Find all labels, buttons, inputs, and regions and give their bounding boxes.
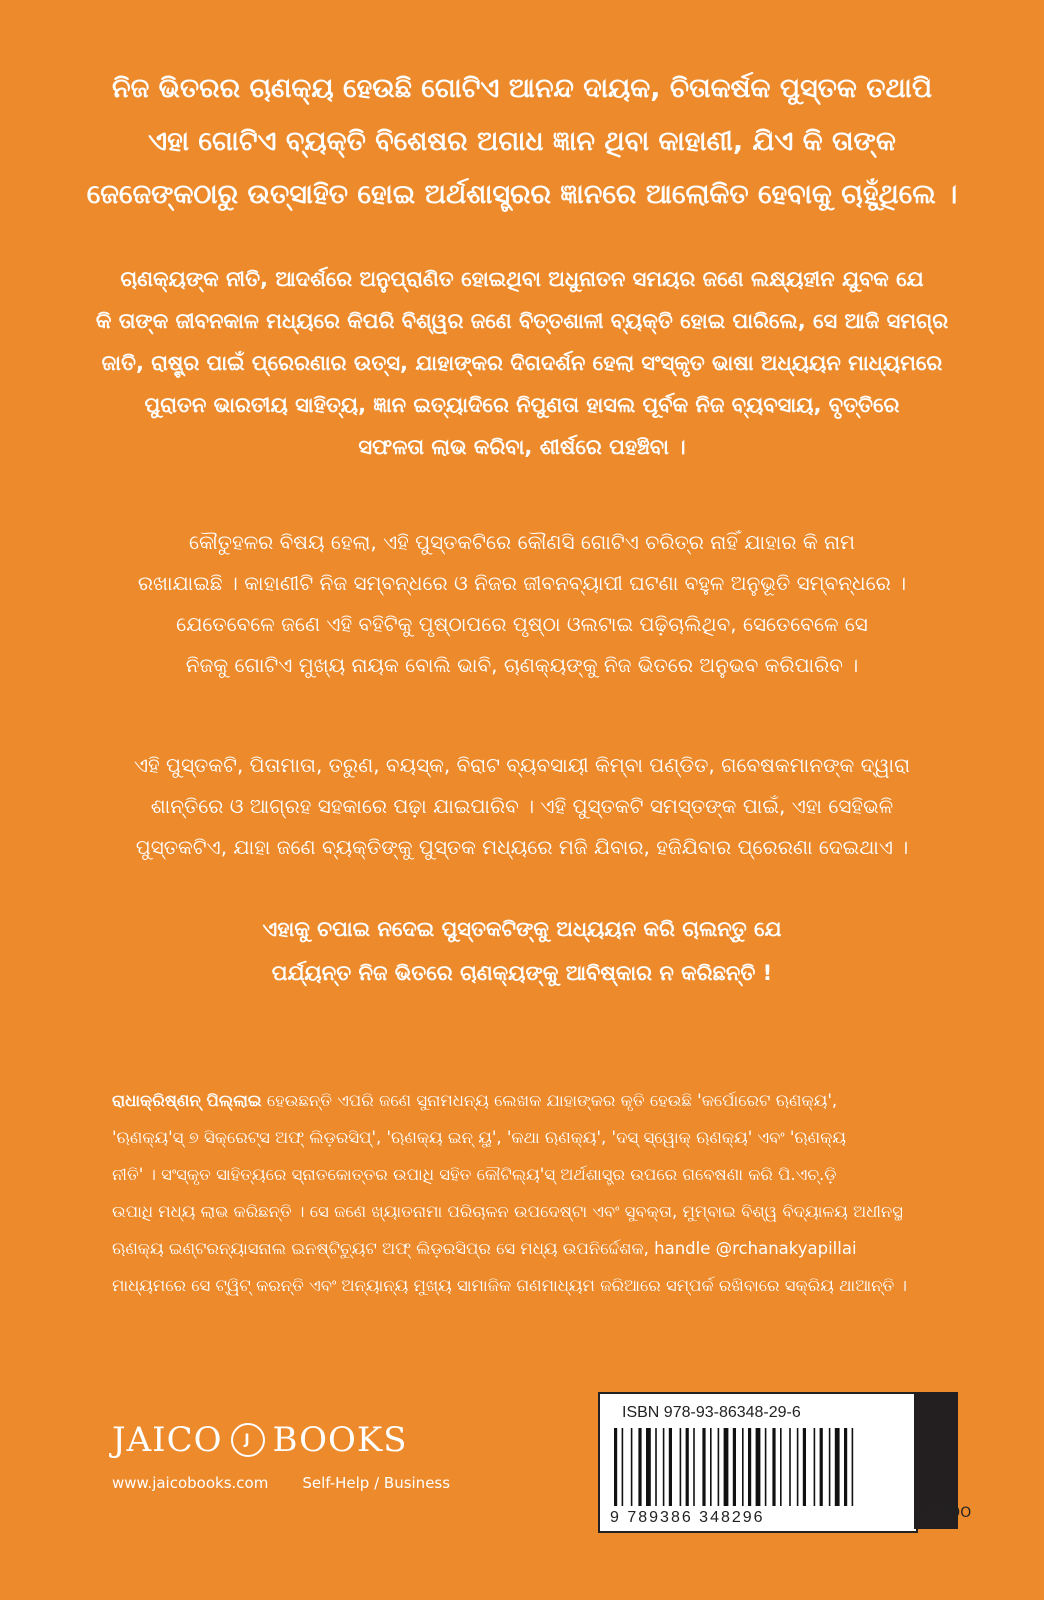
bio-line: ମାଧ୍ୟମରେ ସେ ଟ୍ୱିଟ୍ କରନ୍ତି ଏବଂ ଅନ୍ୟାନ୍ୟ ମୁଖ୍ୟ ସାମାଜିକ ଗଣମାଧ୍ୟମ ଜରିଆରେ ସମ୍ପର୍କ ରଖିବାରେ ସକ୍ରିୟ ଥାଆନ୍ତି । <box>112 1276 907 1295</box>
publisher-website: www.jaicobooks.com <box>112 1474 269 1492</box>
catalog-code: J-2389O <box>916 1505 972 1521</box>
author-name: ରାଧାକ୍ରିଷ୍ଣନ୍ ପିଲ୍ଲାଇ <box>112 1091 262 1110</box>
intro-line: ନିଜ ଭିତରର ଚାଣକ୍ୟ ହେଉଛି ଗୋଟିଏ ଆନନ୍ଦ ଦାୟକ, ଚିତାକର୍ଷକ ପୁସ୍ତକ ତଥାପି <box>111 73 933 104</box>
barcode-bar <box>756 1428 761 1506</box>
barcode-bar <box>686 1428 689 1506</box>
cta-line: ପର୍ଯ୍ୟନ୍ତ ନିଜ ଭିତରେ ଚାଣକ୍ୟଙ୍କୁ ଆବିଷ୍କାର ନ କରିଛନ୍ତି ! <box>271 961 773 985</box>
bio-line <box>112 1082 932 1119</box>
summary-line: ଚାଣକ୍ୟଙ୍କ ନୀତି, ଆଦର୍ଶରେ ଅନୁପ୍ରାଣିତ ହୋଇଥିବା ଅଧୁନାତନ ସମୟର ଜଣେ ଲକ୍ଷ୍ୟହୀନ ଯୁବକ ଯେ <box>120 267 924 291</box>
curiosity-line: ରଖାଯାଇଛି । କାହାଣୀଟି ନିଜ ସମ୍ବନ୍ଧରେ ଓ ନିଜର ଜୀବନବ୍ୟାପୀ ଘଟଣା ବହୁଳ ଅନୁଭୂତି ସମ୍ବନ୍ଧରେ । <box>137 571 907 595</box>
barcode-bar <box>702 1428 705 1506</box>
barcode-bar <box>693 1428 695 1506</box>
publisher-seal-icon: J <box>231 1423 265 1457</box>
summary-line: ସଫଳତା ଲାଭ କରିବା, ଶୀର୍ଷରେ ପହଞ୍ଚିବା । <box>358 435 686 459</box>
barcode-bar <box>742 1428 744 1506</box>
bio-line-text: ହେଉଛନ୍ତି ଏପରି ଜଣେ ସୁନାମଧନ୍ୟ ଲେଖକ ଯାହାଙ୍କର କୃତି ହେଉଛି 'କର୍ପୋରେଟ ଋଣକ୍ୟ', <box>261 1091 838 1110</box>
barcode-bar <box>780 1428 782 1506</box>
barcode-bar <box>772 1428 775 1506</box>
cta-line: ଏହାକୁ ଚପାଇ ନଦେଇ ପୁସ୍ତକଟିଙ୍କୁ ଅଧ୍ୟୟନ କରି ଚାଲନ୍ତୁ ଯେ <box>262 917 782 941</box>
author-bio <box>112 1082 932 1304</box>
barcode-icon <box>612 1428 902 1508</box>
bio-line: ନୀତି' । ସଂସ୍କୃତ ସାହିତ୍ୟରେ ସ୍ନାତକୋତ୍ତର ଉପାଧି ସହିତ କୌଟିଲ୍ୟ'ସ୍ ଅର୍ଥଶାସ୍ତ୍ର ଉପରେ ଗବେଷଣା କରି ପି.ଏଚ୍.ଡ଼ି <box>112 1165 837 1184</box>
intro-line: ଜେଜେଙ୍କଠାରୁ ଉତ୍ସାହିତ ହୋଇ ଅର୍ଥଶାସ୍ତ୍ରର ଜ୍ଞାନରେ ଆଲୋକିତ ହେବାକୁ ଚାହୁଁଥିଲେ । <box>86 179 958 210</box>
barcode-bar <box>646 1428 651 1506</box>
bio-line: ଉପାଧି ମଧ୍ୟ ଲାଭ କରିଛନ୍ତି । ସେ ଜଣେ ଖ୍ୟାତନାମା ପରିଚାଳନ ଉପଦେଷ୍ଟା ଏବଂ ସୁବକ୍ତା, ମୁମ୍ବାଇ ବିଶ୍ୱ ବିଦ୍ୟାଳୟ ଅଧୀନସ୍ଥ <box>112 1202 903 1221</box>
barcode-bar <box>710 1428 712 1506</box>
barcode-bar <box>614 1428 617 1506</box>
call-to-action <box>80 907 964 995</box>
barcode-bar <box>724 1428 729 1506</box>
curiosity-line: ନିଜକୁ ଗୋଟିଏ ମୁଖ୍ୟ ନାୟକ ବୋଲି ଭାବି, ଚାଣକ୍ୟଙ୍କୁ ନିଜ ଭିତରେ ଅନୁଭବ କରିପାରିବ । <box>185 653 859 677</box>
barcode-bar <box>718 1428 720 1506</box>
publisher-name-right: BOOKS <box>272 1420 408 1460</box>
barcode-bar <box>765 1428 767 1506</box>
intro-paragraph <box>80 62 964 221</box>
barcode-bar <box>655 1428 657 1506</box>
barcode-bar <box>803 1428 806 1506</box>
summary-line: କି ତାଙ୍କ ଜୀବନକାଳ ମଧ୍ୟରେ କିପରି ବିଶ୍ୱର ଜଣେ ବିତ୍ତଶାଳୀ ବ୍ୟକ୍ତି ହୋଇ ପାରିଲେ, ସେ ଆଜି ସମଗ୍ର <box>95 309 949 333</box>
barcode-bar <box>852 1428 854 1506</box>
barcode-bar <box>789 1428 791 1506</box>
barcode-bar <box>844 1428 847 1506</box>
barcode-bar <box>748 1428 751 1506</box>
audience-line: ଏହି ପୁସ୍ତକଟି, ପିତାମାତା, ତରୁଣ, ବୟସ୍କ, ବିରାଟ ବ୍ୟବସାୟୀ କିମ୍ବା ପଣ୍ଡିତ, ଗବେଷକମାନଙ୍କ ଦ୍ୱାରା <box>133 753 911 777</box>
book-category: Self-Help / Business <box>302 1474 451 1492</box>
barcode-bar <box>797 1428 799 1506</box>
barcode-bar <box>638 1428 641 1506</box>
publisher-block <box>112 1420 450 1492</box>
publisher-logo <box>112 1420 450 1460</box>
isbn-label: ISBN 978-93-86348-29-6 <box>622 1404 801 1421</box>
summary-paragraph <box>80 258 964 468</box>
curiosity-line: କୌତୁହଳର ବିଷୟ ହେଲା, ଏହି ପୁସ୍ତକଟିରେ କୌଣସି ଗୋଟିଏ ଚରିତ୍ର ନାହିଁ ଯାହାର କି ନାମ <box>188 530 856 554</box>
barcode-bar <box>669 1428 672 1506</box>
barcode-bar <box>820 1428 823 1506</box>
bio-line: 'ଋଣକ୍ୟ'ସ୍ ୭ ସିକ୍ରେଟ୍ସ ଅଫ୍ ଲିଡ଼ରସିପ୍', 'ଋଣକ୍ୟ ଇନ୍ ୟୁ', 'କଥା ଋଣକ୍ୟ', 'ଦସ୍ ସ୍ୱୋକ୍ ଋଣକ୍ୟ' ଏବଂ 'ଋଣକ୍ୟ <box>112 1128 846 1147</box>
audience-paragraph <box>80 745 964 868</box>
barcode-bar <box>622 1428 624 1506</box>
barcode-bar <box>733 1428 736 1506</box>
audience-line: ଶାନ୍ତିରେ ଓ ଆଗ୍ରହ ସହକାରେ ପଢ଼ା ଯାଇପାରିବ । ଏହି ପୁସ୍ତକଟି ସମସ୍ତଙ୍କ ପାଇଁ, ଏହା ସେହିଭଳି <box>150 794 894 818</box>
curiosity-paragraph <box>80 522 964 686</box>
bio-line: ଋଣକ୍ୟ ଇଣ୍ଟରନ୍ୟାସନାଲ ଇନଷ୍ଟିଚ୍ୟୁଟ ଅଫ୍ ଲିଡ଼ରସିପ୍ର ସେ ମଧ୍ୟ ଉପନିର୍ଦ୍ଦେଶକ, handle @rchanakyapillai <box>112 1239 857 1258</box>
summary-line: ପୁରାତନ ଭାରତୀୟ ସାହିତ୍ୟ, ଜ୍ଞାନ ଇତ୍ୟାଦିରେ ନିପୁଣତା ହାସଲ ପୂର୍ବକ ନିଜ ବ୍ୟବସାୟ, ବୃତ୍ତିରେ <box>144 393 900 417</box>
barcode-bar <box>835 1428 840 1506</box>
barcode-bar <box>680 1428 682 1506</box>
barcode-bar <box>829 1428 831 1506</box>
barcode-bar <box>631 1428 633 1506</box>
audience-line: ପୁସ୍ତକଟିଏ, ଯାହା ଜଣେ ବ୍ୟକ୍ତିଙ୍କୁ ପୁସ୍ତକ ମଧ୍ୟରେ ମଜି ଯିବାର, ହଜିଯିବାର ପ୍ରେରଣା ଦେଇଥାଏ । <box>135 835 909 859</box>
curiosity-line: ଯେତେବେଳେ ଜଣେ ଏହି ବହିଟିକୁ ପୃଷ୍ଠାପରେ ପୃଷ୍ଠା ଓଲଟାଇ ପଢ଼ିଚାଲିଥିବ, ସେତେବେଳେ ସେ <box>176 612 868 636</box>
isbn-barcode-box <box>598 1392 918 1533</box>
publisher-name-left: JAICO <box>112 1420 223 1460</box>
intro-line: ଏହା ଗୋଟିଏ ବ୍ୟକ୍ତି ବିଶେଷର ଅଗାଧ ଜ୍ଞାନ ଥିବା କାହାଣୀ, ଯିଏ କି ତାଙ୍କ <box>148 126 896 157</box>
summary-line: ଜାତି, ରାଷ୍ଟ୍ର ପାଇଁ ପ୍ରେରଣାର ଉତ୍ସ, ଯାହାଙ୍କର ଦିଗଦର୍ଶନ ହେଲା ସଂସ୍କୃତ ଭାଷା ଅଧ୍ୟୟନ ମାଧ୍ୟମରେ <box>101 351 943 375</box>
barcode-bar <box>663 1428 665 1506</box>
barcode-bar <box>814 1428 816 1506</box>
barcode-digits: 9 789386 348296 <box>610 1509 765 1526</box>
